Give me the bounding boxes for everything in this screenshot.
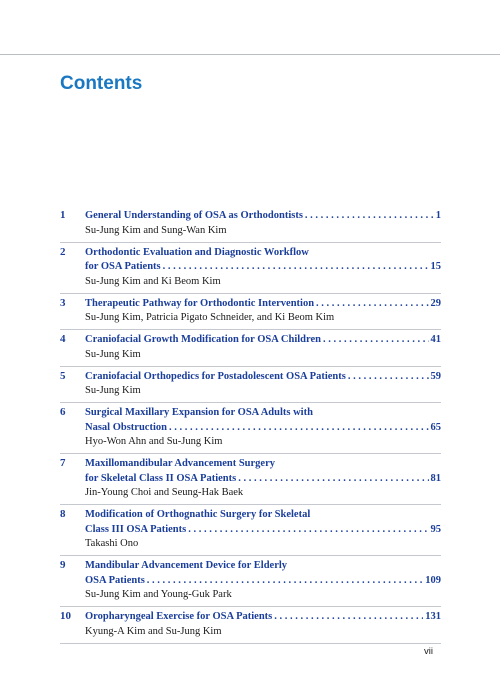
leader-dots (238, 472, 428, 487)
toc-entry[interactable] (60, 294, 441, 331)
chapter-number: 6 (60, 406, 66, 418)
chapter-authors: Su-Jung Kim and Young-Guk Park (85, 589, 232, 600)
toc-entry-body (85, 508, 441, 551)
toc-entry-row (60, 558, 441, 602)
chapter-title[interactable]: Therapeutic Pathway for Orthodontic Intervention (85, 297, 315, 309)
chapter-title-line[interactable] (85, 574, 441, 589)
chapter-title-line[interactable] (85, 508, 441, 523)
toc-entry-body (85, 370, 441, 399)
chapter-page-number[interactable]: 109 (425, 574, 441, 586)
chapter-title-line[interactable] (85, 246, 441, 261)
leader-dots (169, 421, 429, 436)
table-of-contents (60, 206, 441, 644)
chapter-title-line[interactable] (85, 523, 441, 538)
chapter-title[interactable]: Surgical Maxillary Expansion for OSA Adults with (85, 407, 313, 418)
chapter-title[interactable]: OSA Patients (85, 574, 145, 586)
chapter-number: 8 (60, 508, 66, 520)
chapter-title[interactable]: Oropharyngeal Exercise for OSA Patients (85, 611, 273, 622)
header-rule (0, 0, 500, 55)
chapter-authors: Su-Jung Kim (85, 385, 141, 396)
toc-entry-row (60, 245, 441, 289)
chapter-title[interactable]: for OSA Patients (85, 261, 161, 272)
chapter-authors: Hyo-Won Ahn and Su-Jung Kim (85, 436, 223, 447)
chapter-number: 10 (60, 610, 71, 622)
toc-entry-body (85, 297, 441, 326)
toc-entry-row (60, 507, 441, 551)
chapter-title-line[interactable] (85, 559, 441, 574)
chapter-title[interactable]: Orthodontic Evaluation and Diagnostic Workflow (85, 246, 309, 258)
chapter-page-number[interactable]: 1 (435, 210, 441, 221)
toc-entry-body (85, 209, 441, 238)
chapter-authors: Takashi Ono (85, 538, 139, 549)
chapter-number: 3 (60, 296, 66, 309)
toc-entry-body (85, 246, 441, 289)
chapter-title-line[interactable] (85, 610, 441, 625)
chapter-page-number[interactable]: 59 (430, 370, 441, 382)
chapter-page-number[interactable]: 41 (430, 334, 441, 345)
leader-dots (274, 610, 423, 625)
toc-entry[interactable] (60, 607, 441, 644)
chapter-authors: Su-Jung Kim and Ki Beom Kim (85, 275, 221, 287)
toc-entry-row (60, 405, 441, 449)
toc-entry-row (60, 332, 441, 362)
chapter-title[interactable]: Modification of Orthognathic Surgery for Skeletal (85, 509, 311, 520)
chapter-title[interactable]: for Skeletal Class II OSA Patients (85, 472, 237, 484)
chapter-title-line[interactable] (85, 297, 441, 312)
chapter-authors: Su-Jung Kim, Patricia Pigato Schneider, and Ki Beom Kim (85, 312, 335, 323)
chapter-number: 4 (60, 333, 66, 345)
chapter-number: 2 (60, 245, 66, 258)
toc-entry-body (85, 406, 441, 449)
chapter-authors: Kyung-A Kim and Su-Jung Kim (85, 625, 222, 637)
chapter-page-number[interactable]: 29 (430, 297, 441, 309)
toc-entry-body (85, 457, 441, 500)
page-number: vii (424, 646, 433, 657)
chapter-authors: Su-Jung Kim and Sung-Wan Kim (85, 224, 227, 236)
chapter-title[interactable]: Mandibular Advancement Device for Elderly (85, 560, 288, 571)
leader-dots (188, 523, 428, 538)
chapter-title[interactable]: Nasal Obstruction (85, 421, 167, 433)
toc-entry[interactable] (60, 243, 441, 294)
chapter-title-line[interactable] (85, 333, 441, 348)
chapter-number: 9 (60, 559, 66, 571)
chapter-title[interactable]: General Understanding of OSA as Orthodontists (85, 210, 303, 221)
chapter-page-number[interactable]: 15 (430, 261, 441, 272)
chapter-title-line[interactable] (85, 209, 441, 224)
toc-entry-row (60, 208, 441, 238)
toc-entry-body (85, 559, 441, 602)
toc-entry[interactable] (60, 556, 441, 607)
chapter-page-number[interactable]: 65 (430, 421, 441, 433)
chapter-number: 5 (60, 369, 66, 382)
leader-dots (163, 260, 429, 275)
chapter-page-number[interactable]: 131 (425, 611, 441, 622)
toc-entry-body (85, 610, 441, 639)
leader-dots (147, 574, 423, 589)
chapter-title-line[interactable] (85, 457, 441, 472)
page-title: Contents (60, 73, 143, 94)
leader-dots (316, 297, 428, 312)
chapter-page-number[interactable]: 95 (430, 523, 441, 535)
chapter-title-line[interactable] (85, 421, 441, 436)
chapter-authors: Su-Jung Kim (85, 348, 141, 360)
toc-entry[interactable] (60, 367, 441, 404)
chapter-number: 1 (60, 209, 66, 221)
toc-entry[interactable] (60, 403, 441, 454)
chapter-title[interactable]: Craniofacial Growth Modification for OSA Children (85, 334, 321, 345)
toc-entry[interactable] (60, 505, 441, 556)
leader-dots (348, 370, 429, 385)
toc-entry[interactable] (60, 206, 441, 243)
chapter-title-line[interactable] (85, 260, 441, 275)
toc-entry-row (60, 369, 441, 399)
chapter-title[interactable]: Class III OSA Patients (85, 523, 187, 535)
chapter-number: 7 (60, 457, 66, 469)
chapter-title-line[interactable] (85, 472, 441, 487)
leader-dots (305, 209, 434, 224)
toc-entry-body (85, 333, 441, 362)
toc-entry-row (60, 609, 441, 639)
chapter-title[interactable]: Craniofacial Orthopedics for Postadolescent OSA Patients (85, 370, 346, 382)
chapter-authors: Jin-Young Choi and Seung-Hak Baek (85, 487, 244, 498)
chapter-page-number[interactable]: 81 (430, 472, 441, 484)
toc-entry-row (60, 456, 441, 500)
toc-entry[interactable] (60, 454, 441, 505)
chapter-title-line[interactable] (85, 370, 441, 385)
chapter-title-line[interactable] (85, 406, 441, 421)
toc-entry[interactable] (60, 330, 441, 367)
toc-entry-row (60, 296, 441, 326)
chapter-title[interactable]: Maxillomandibular Advancement Surgery (85, 458, 275, 469)
leader-dots (323, 333, 429, 348)
